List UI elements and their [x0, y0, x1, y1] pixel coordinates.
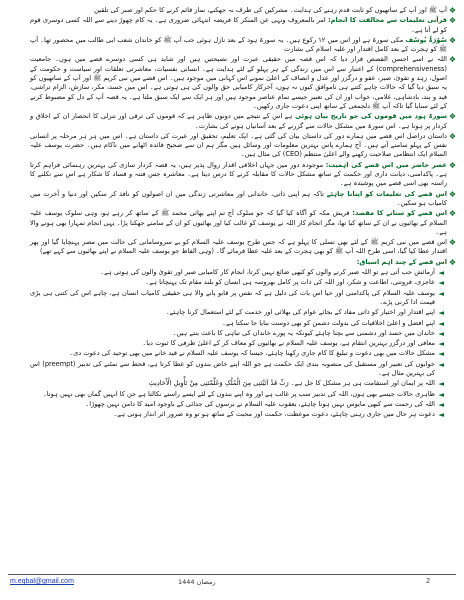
- page-footer: [8, 574, 456, 595]
- arrow-bullet-icon: ◄: [438, 379, 444, 389]
- sub-list-item: [30, 400, 444, 409]
- list-item: [30, 209, 456, 237]
- diamond-bullet-icon: ❖: [448, 16, 456, 26]
- arrow-bullet-icon: ◄: [438, 389, 444, 399]
- arrow-bullet-icon: ◄: [438, 308, 444, 318]
- paragraph-text: ہے اس کے نتیجے میں دونوں ظاہر ہے کہ قوموں کی ترقی اور تنزلی کا انحصار ان کے اخلاق و کردار پر ہوتا ہے۔ اس سورۃ میں مشکل حالات سے گزرنے کے بعد آسانیاں ہونے کی بشارت۔: [30, 112, 447, 130]
- paragraph-lead: عصر حاضر میں اس قصے کی اہمیت:: [325, 160, 447, 169]
- diamond-bullet-icon: ❖: [448, 131, 456, 141]
- paragraph-text: خاندان میں حسد اور دشمنی سے بچنا چاہئے کیونکہ یہ پورے خاندان کی تباہی کا باعث بنتے ہیں۔: [172, 328, 435, 337]
- list-item: [30, 16, 456, 35]
- list-item: [30, 238, 456, 257]
- paragraph-text: اللہ نے اسے احسن القصص قرار دیا کہ اس قصہ میں حقیقی عبرت اور نصیحتیں ہیں اور شاید ہی کسی دوسرے قصے میں ہوں۔ جامعیت (comprehensiveness) کے اعتبار سے اس میں زندگی کے ہر پہلو کے لئے ہدایت ہے۔ انسانی نفسیات، معاشرتی تعلقات اور سیاست و حکومت کے اصول، زہد و تقویٰ، صبر، عفو و درگزر اور عدل و انصاف کے اعلیٰ نمونے اس کہانی میں موجود ہیں۔ اس قصے میں نبی کریم ﷺ اور آپ کے ساتھیوں کو یہ سبق دیا گیا کہ حالات چاہے کتنے ہی ناموافق کیوں نہ ہوں، آخرکار کامیابی حق والوں کی ہی ہوتی ہے۔ اس میں حسد، مکر، سازش، الزام تراشی، قید و بند، بادشاہی، غلامی، خواب اور ان کی تعبیر جیسے تمام عناصر موجود ہیں اور ہر ایک سے ایک سبق ملتا ہے۔ یہ قصہ آپ کے دل کو مضبوط کرنے کے لئے سنایا گیا تاکہ آپ ﷺ دلجمعی کے ساتھ اپنی دعوت جاری رکھیں۔: [30, 55, 447, 110]
- list-item: [30, 112, 456, 131]
- paragraph-lead: اس قصے کی تعلیمات کو اپنانا چاہئے: [326, 189, 448, 198]
- paragraph-text: موجودہ دور میں جہاں اخلاقی اقدار زوال پذیر ہیں، یہ قصہ کردار سازی کی بہترین رہنمائی فراہم کرتا ہے۔ پاکدامنی، دیانت داری اور حکمت کے ساتھ مشکل حالات کا مقابلہ کرنے کا درس دیتا ہے۔ معاشرہ جس فتنہ و فساد کا شکار ہے اس سے نکلنے کا راستہ بھی اسی قصے میں پوشیدہ ہے۔: [30, 160, 447, 188]
- diamond-bullet-icon: ❖: [448, 6, 456, 15]
- list-item: [30, 55, 456, 111]
- paragraph-lead: سُوْرَۃُ یُوسُف: [405, 35, 447, 44]
- paragraph-text: قریش مکہ کو آگاہ کیا گیا کہ جو سلوک آج تم اپنے بھائی محمد ﷺ کے ساتھ کر رہے ہو، وہی سلوک یوسف علیہ السلام کے بھائیوں نے ان کے ساتھ کیا تھا، مگر انجام کار اللہ نے یوسف کو غالب کیا اور بھائیوں کو ان کے سامنے جھکنا پڑا۔ یہی انجام تمہارا بھی ہونے والا ہے۔: [30, 209, 447, 236]
- document-body: [30, 6, 456, 572]
- arrow-bullet-icon: ◄: [438, 359, 444, 369]
- diamond-bullet-icon: ❖: [448, 160, 456, 170]
- sub-list-item: [30, 339, 444, 348]
- list-item: [30, 258, 456, 267]
- sub-list-item: [30, 268, 444, 277]
- arrow-bullet-icon: ◄: [438, 399, 444, 409]
- paragraph-text: مشکل حالات میں بھی دعوت و تبلیغ کا کام جاری رکھنا چاہئے، جیسا کہ یوسف علیہ السلام نے قید خانے میں بھی توحید کی دعوت دی۔: [69, 349, 435, 358]
- paragraph-text: اللہ پر ایمان اور استقامت ہی ہر مشکل کا حل ہے۔ رَبِّ قَدْ آتَیْتَنِی مِنَ الْمُلْکِ وَعَلَّمْتَنِی مِنْ تَأْوِیلِ الْأَحَادِیثِ: [148, 379, 435, 388]
- paragraph-text: آزمائش جب آتی ہے تو اللہ صبر کرنے والوں کو کبھی ضائع نہیں کرتا، انجام کار کامیابی صبر اور تقویٰ والوں کی ہوتی ہے۔: [100, 268, 435, 277]
- paragraph-text: خوابوں کی تعبیر اور مستقبل کی منصوبہ بندی ایک حکمت ہے جو اللہ اپنے خاص بندوں کو عطا کرتا ہے، قحط سے نمٹنے کی تدبیر (preempt) اس کی بہترین مثال ہے۔: [30, 359, 435, 377]
- paragraph-lead: اس قصے کے چند اہم اسباق:: [356, 257, 447, 266]
- sub-list-item: [30, 308, 444, 317]
- paragraph-text: مکی سورۃ ہے اور اس میں ۱۲ رکوع ہیں۔ یہ سورۃ ہود کے بعد نازل ہوئی جب آپ ﷺ کو خاندان شعب ابی طالب میں محصور تھا۔ آپ ﷺ کو ہجرت کے بعد کامل اقتدار اور غلبہ اسلام کی بشارت: [30, 35, 447, 54]
- arrow-bullet-icon: ◄: [438, 410, 444, 420]
- arrow-bullet-icon: ◄: [438, 349, 444, 359]
- list-item: [30, 132, 456, 160]
- sub-list-item: [30, 410, 444, 419]
- sub-list-item: [30, 278, 444, 287]
- footer-email-link[interactable]: m.eqbal@gmail.com: [10, 578, 74, 585]
- list-item: [30, 161, 456, 189]
- sub-list-item: [30, 289, 444, 308]
- paragraph-text: اللہ کی رحمت سے کبھی مایوس نہیں ہونا چاہئے، یعقوب علیہ السلام نے برسوں کی جدائی کے باوجود امید کا دامن نہیں چھوڑا۔: [85, 399, 435, 408]
- sub-list-item: [30, 349, 444, 358]
- paragraph-text: یوسف علیہ السلام کی پاکدامنی اور حیا اس بات کی دلیل ہے کہ نفس پر قابو پانے والا ہی حقیقی کامیاب انسان ہے، چاہے اس کی کتنی ہی بڑی قیمت ادا کرنی پڑے۔: [30, 288, 435, 306]
- sub-list-item: [30, 360, 444, 379]
- paragraph-lead: سورۃ ہود میں قوموں کی جو تاریخ بیان ہوئی: [294, 112, 448, 121]
- document-page: [8, 6, 456, 592]
- arrow-bullet-icon: ◄: [438, 318, 444, 328]
- list-item: [30, 6, 456, 15]
- paragraph-text: اپنے افضل و اعلیٰ اخلاقیات کی بدولت دشمن کو بھی دوست بنایا جا سکتا ہے۔: [222, 318, 435, 327]
- sub-list-item: [30, 379, 444, 388]
- diamond-bullet-icon: ❖: [448, 35, 456, 45]
- paragraph-lead: اس قصے کو سنانے کا مقصد:: [352, 209, 447, 218]
- paragraph-text: دعوت ہر حال میں جاری رہنی چاہئے، دعوت موعظت، حکمت اور محبت کے ساتھ ہو تو وہ ضرور اثر انداز ہوتی ہے۔: [113, 410, 435, 419]
- paragraph-text: معافی اور درگزر بہترین انتقام ہے، یوسف علیہ السلام نے بھائیوں کو معاف کر کے اعلیٰ ظرفی کا ثبوت دیا۔: [142, 339, 435, 348]
- paragraph-text: تاکہ ہم اپنی ذاتی، خاندانی اور معاشرتی زندگی میں ان اصولوں کو نافذ کر سکیں اور دنیا و آخرت میں کامیاب ہو سکیں۔: [30, 189, 447, 207]
- arrow-bullet-icon: ◄: [438, 278, 444, 288]
- paragraph-text: داستان دراصل اس قصے میں ہمارے دور کی داستان بیان کی گئی ہے۔ ایک تعلیم، تحقیق اور عبرت کی داستان ہے۔ اس میں ہر ہر مرحلہ پر انسانی نفس کے پہلو سامنے آتے ہیں۔ آج ہمارے پاس بہترین معلومات اور وسائل ہیں مگر ہم ان سے صحیح فائدہ اٹھانے میں ناکام ہیں۔ حضرت یوسف علیہ السلام ایک انتظامی صلاحیت رکھنے والے اعلیٰ منتظم (CEO) کی مثال ہیں۔: [30, 131, 447, 159]
- diamond-bullet-icon: ❖: [448, 238, 456, 248]
- paragraph-lead: قرآنی تعلیمات سے مخالفت کا انجام:: [328, 16, 447, 25]
- diamond-bullet-icon: ❖: [448, 112, 456, 122]
- paragraph-text: اس قصے میں نبی کریم ﷺ کے لئے بھی تسلی کا پہلو ہے کہ جس طرح یوسف علیہ السلام کو بے سروسامانی کی حالت میں مصر پہنچایا گیا اور پھر اقتدار عطا کیا گیا، اسی طرح اللہ آپ ﷺ کو بھی ہجرت کے بعد غلبہ عطا فرمائے گا۔ (وہی الفاظ جو یوسف علیہ السلام نے اپنے بھائیوں سے کہے تھے): [30, 238, 447, 256]
- diamond-bullet-icon: ❖: [448, 209, 456, 219]
- sub-list-item: [30, 390, 444, 399]
- page-number: 2: [426, 578, 430, 585]
- arrow-bullet-icon: ◄: [438, 328, 444, 338]
- paragraph-text: ظاہری حالات جیسے بھی ہوں، اللہ کی تدبیر سب پر غالب ہے اور وہ اپنے بندوں کے لئے ایسے راستے نکالتا ہے جن کا انہیں گمان بھی نہیں ہوتا۔: [42, 389, 435, 398]
- arrow-bullet-icon: ◄: [438, 268, 444, 278]
- paragraph-text: اپنے اقتدار اور اختیار کو ذاتی مفاد کے بجائے عوام کی بھلائی اور خدمت کے لئے استعمال کرنا چاہئے۔: [165, 308, 435, 317]
- diamond-bullet-icon: ❖: [448, 55, 456, 65]
- arrow-bullet-icon: ◄: [438, 339, 444, 349]
- paragraph-text: امر بالمعروف ونہی عن المنکر کا فریضہ انتہائی ضروری ہے۔ یہ کام چھوڑ دینے سے اللہ کسی دوسری قوم کو لے آتا ہے۔: [30, 16, 447, 34]
- paragraph-text: عاجزی، فروتنی، اطاعت و شکر، اور اللہ کی ذات پر کامل بھروسہ ہی انسان کو بلند مقام تک پہنچاتا ہے۔: [145, 278, 435, 287]
- sub-list-item: [30, 329, 444, 338]
- paragraph-text: آپ ﷺ اور آپ کے ساتھیوں کو ثابت قدم رہنے کی ہدایت۔ مشرکین کی طرف نہ جھکنے، نماز قائم کرنے کا حکم اور صبر کی تلقین: [94, 6, 447, 14]
- list-item: [30, 190, 456, 209]
- diamond-bullet-icon: ❖: [448, 257, 456, 267]
- arrow-bullet-icon: ◄: [438, 288, 444, 298]
- diamond-bullet-icon: ❖: [448, 189, 456, 199]
- list-item: [30, 36, 456, 55]
- footer-month-label: رمضان 1444: [178, 578, 216, 586]
- sub-list-item: [30, 319, 444, 328]
